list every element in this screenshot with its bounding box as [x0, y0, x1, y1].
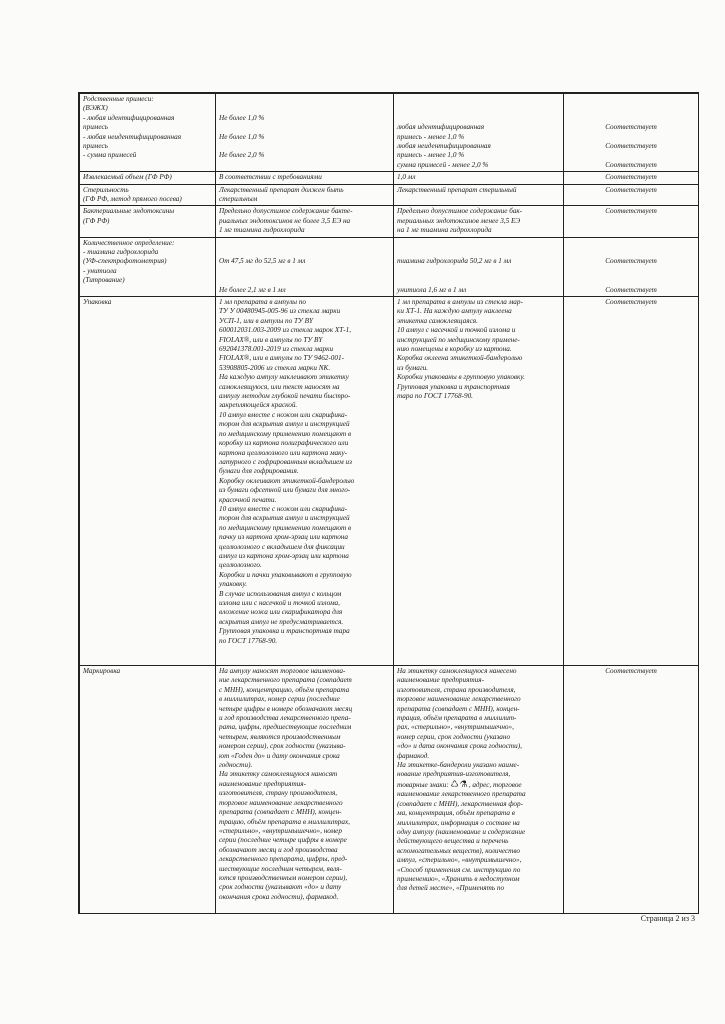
norm-line: [219, 142, 390, 151]
packaging-norm-line: вскрытия ампул не предусматривается.: [219, 617, 344, 626]
packaging-conclusion: [564, 297, 699, 666]
page-number: Страница 2 из 3: [640, 914, 695, 923]
marking-result-line: На этикетке-бандероли указано наиме-: [397, 761, 520, 770]
marking-result-line: (совпадает с МНН), лекарственная фор-: [397, 799, 523, 808]
conclusion-line: [567, 239, 695, 248]
cell-result: [394, 94, 564, 172]
packaging-parameter: [80, 297, 216, 666]
cell-result: [394, 206, 564, 237]
packaging-result-line: инструкцией по медицинскому примене-: [397, 335, 520, 344]
result-line: примесь - менее 1,0 %: [397, 151, 465, 160]
cell-norm: [216, 206, 394, 237]
cell-parameter: [80, 184, 216, 206]
norm-line: [219, 248, 390, 257]
marking-conclusion: [564, 666, 699, 914]
marking-parameter: [80, 666, 216, 914]
cell-result: [394, 172, 564, 184]
packaging-parameter-label: Упаковка: [83, 298, 112, 307]
marking-result-line: препарата (совпадает с МНН), концен-: [397, 704, 520, 713]
marking-norm-line: рата, цифры, предшествующие последним: [219, 723, 352, 732]
packaging-conclusion-label: Соответствует: [605, 298, 657, 307]
norm-line: Лекарственный препарат должен быть: [219, 185, 344, 194]
table-body: [80, 94, 699, 297]
marking-norm-line: серии (последние четыре цифры в номере: [219, 836, 347, 845]
table-row-marking: [80, 666, 699, 914]
norm-line: [219, 276, 390, 285]
parameter-line: Стерильность: [83, 185, 129, 194]
table-row-packaging: [80, 297, 699, 666]
marking-norm-line: годности).: [219, 761, 253, 770]
marking-norm-line: На этикетку самоклеящуюся наносят: [219, 770, 338, 779]
trademark-suffix: , адрес, торговое: [468, 780, 522, 789]
norm-line: стерильным: [219, 195, 258, 204]
norm-line: Не более 1,0 %: [219, 113, 265, 122]
marking-norm-line: с МНН), концентрацию, объём препарата: [219, 685, 350, 694]
marking-result-line: применению», «Хранить в недоступном: [397, 874, 520, 883]
packaging-result-line: нию помещены в коробку из картона.: [397, 345, 512, 354]
result-line: [397, 114, 560, 123]
norm-line: Не более 2,1 мг в 1 мл: [219, 285, 286, 294]
parameter-line: примесь: [83, 123, 108, 132]
conclusion-line: [567, 151, 695, 160]
cell-result: [394, 184, 564, 206]
marking-result-line: действующего вещества и перечень: [397, 837, 509, 846]
marking-result-line: фармакод.: [397, 751, 430, 760]
conclusion-line: [567, 95, 695, 104]
marking-norm-line: торговое наименование лекарственного: [219, 798, 343, 807]
packaging-norm-line: пачку из картона хром-эрзац или картона: [219, 533, 348, 542]
packaging-norm-line: 53908805-2006 из стекла марки NK.: [219, 363, 331, 372]
packaging-norm-line: излома или с насечкой и точкой излома,: [219, 599, 340, 608]
conclusion-line: Соответствует: [605, 285, 657, 294]
norm-line: [219, 267, 390, 276]
result-line: любая неидентифицированная: [397, 141, 491, 150]
norm-line: [219, 123, 390, 132]
conclusion-line: Соответствует: [605, 173, 657, 182]
conclusion-line: [567, 248, 695, 257]
conclusion-line: [567, 104, 695, 113]
parameter-line: Количественное определение:: [83, 238, 175, 247]
marking-result-line: наименование предприятия-: [397, 676, 484, 685]
cell-conclusion: [564, 206, 699, 237]
packaging-norm-line: FIOLAX®, или в ампулы по ТУ 9462-001-: [219, 354, 344, 363]
marking-result-line: номер серии, срок годности (указано: [397, 732, 511, 741]
parameter-line: - любая идентифицированная: [83, 113, 175, 122]
cell-norm: [216, 237, 394, 296]
norm-line: риальных эндотоксинов не более 3,5 ЕЭ на: [219, 216, 351, 225]
marking-norm-line: наименование предприятия-: [219, 779, 306, 788]
conclusion-line: Соответствует: [605, 160, 657, 169]
cell-parameter: [80, 94, 216, 172]
trademark-prefix: товарные знаки:: [397, 780, 449, 789]
norm-line: От 47,5 мг до 52,5 мг в 1 мл: [219, 257, 306, 266]
result-line: [397, 239, 560, 248]
packaging-norm-line: вложение ножа или скарификатора для: [219, 608, 343, 617]
trademark-line: [397, 780, 560, 790]
norm-line: Предельно допустимое содержание бакте-: [219, 207, 353, 216]
marking-result-line: На этикетку самоклеящуюся нанесено: [397, 667, 517, 676]
packaging-result-line: 10 ампул с насечкой и точкой излома и: [397, 326, 516, 335]
marking-norm-line: шествующие последним четырем, явля-: [219, 864, 342, 873]
cell-parameter: [80, 206, 216, 237]
marking-norm-line: окончания срока годности), фармакод.: [219, 892, 339, 901]
marking-norm-line: ние лекарственного препарата (совпадает: [219, 676, 352, 685]
packaging-norm-line: упаковку.: [219, 580, 248, 589]
norm-line: Не более 1,0 %: [219, 132, 265, 141]
cell-norm: [216, 94, 394, 172]
result-line: [397, 276, 560, 285]
marking-norm-line: На ампулу наносят торговое наименова-: [219, 667, 346, 676]
packaging-result-line: Коробка оклеена этикеткой-бандеролью: [397, 354, 523, 363]
result-line: сумма примесей - менее 2,0 %: [397, 160, 489, 169]
marking-norm-line: лекарственного препарата, цифры, пред-: [219, 855, 348, 864]
result-line: любая идентифицированная: [397, 123, 485, 132]
result-line: [397, 267, 560, 276]
result-line: примесь - менее 1,0 %: [397, 132, 465, 141]
result-line: териальных эндотоксинов менее 3,5 ЕЭ: [397, 216, 521, 225]
conclusion-line: Соответствует: [605, 257, 657, 266]
parameter-line: (ГФ РФ, метод прямого посева): [83, 195, 182, 204]
marking-result-line: для детей месте», «Применять по: [397, 884, 505, 893]
norm-line: [219, 239, 390, 248]
cell-parameter: [80, 172, 216, 184]
packaging-norm-line: В случае использования ампул с кольцом: [219, 589, 342, 598]
packaging-norm-line: из бумаги офсетной или бумаги для много-: [219, 486, 351, 495]
parameter-line: (УФ-спектрофотометрия): [83, 257, 167, 266]
trademark-logo-icon: ♺⚗: [450, 778, 469, 789]
conclusion-line: Соответствует: [605, 141, 657, 150]
packaging-norm-line: целлюлозного.: [219, 561, 262, 570]
marking-result-line: миллилитрах, информация о составе на: [397, 818, 520, 827]
marking-norm-line: изготовителя, страну производителя,: [219, 789, 338, 798]
conclusion-line: Соответствует: [605, 207, 657, 216]
marking-result-line: нование предприятия-изготовителя,: [397, 770, 511, 779]
marking-norm-line: срок годности (указывают «до» и дату: [219, 883, 342, 892]
conclusion-line: Соответствует: [605, 185, 657, 194]
packaging-norm-line: 10 ампул вместе с ножом или скарифика-: [219, 410, 348, 419]
conclusion-line: Соответствует: [605, 123, 657, 132]
result-line: 1,0 мл: [397, 173, 416, 182]
table-row: [80, 237, 699, 296]
parameter-line: Родственные примеси:: [83, 95, 154, 103]
result-line: унитиола 1,6 мг в 1 мл: [397, 285, 467, 294]
norm-line: [219, 104, 390, 113]
marking-norm-line: четыре цифры в номере обозначают месяц: [219, 704, 353, 713]
cell-conclusion: [564, 94, 699, 172]
packaging-norm-line: Коробку оклеивают этикеткой-бандеролью: [219, 476, 355, 485]
conclusion-line: [567, 267, 695, 276]
marking-norm-line: четырем, являются производственным: [219, 732, 341, 741]
norm-line: Не более 2,0 %: [219, 151, 265, 160]
marking-norm-line: и год производства лекарственного препа-: [219, 714, 351, 723]
result-line: [397, 95, 560, 104]
packaging-norm-line: тором для вскрытия ампул и инструкцией: [219, 420, 350, 429]
marking-result-line: рах, «стерильно», «внутримышечно»,: [397, 723, 514, 732]
marking-result-line: одну ампулу (наименование и содержание: [397, 827, 526, 836]
packaging-result-line: тара по ГОСТ 17768-90.: [397, 392, 473, 401]
marking-conclusion-label: Соответствует: [605, 667, 657, 676]
parameter-line: - унитиола: [83, 266, 117, 275]
packaging-norm-line: Групповая упаковка и транспортная тара: [219, 627, 350, 636]
norm-line: В соответствии с требованиями: [219, 173, 322, 182]
packaging-norm: [216, 297, 394, 666]
packaging-norm-line: 1 мл препарата в ампулы по: [219, 298, 307, 307]
packaging-norm-line: самоклеящуюся, или текст наносят на: [219, 382, 340, 391]
parameter-line: - любая неидентифицированная: [83, 132, 182, 141]
marking-norm-line: трацию, объём препарата в миллилитрах,: [219, 817, 350, 826]
packaging-result-line: из бумаги.: [397, 363, 429, 372]
packaging-norm-line: красочной печати.: [219, 495, 277, 504]
packaging-norm-line: 600012031.003-2009 из стекла марок ХТ-1,: [219, 326, 352, 335]
marking-norm-line: ют «Годен до» и дату окончания срока: [219, 751, 340, 760]
packaging-norm-line: картона целлюлозного или картона маку-: [219, 448, 348, 457]
marking-norm-line: препарата (совпадает с МНН), концен-: [219, 808, 342, 817]
result-line: Предельно допустимое содержание бак-: [397, 207, 523, 216]
packaging-result-line: ки ХТ-1. На каждую ампулу наклеена: [397, 307, 512, 316]
parameter-line: Бактериальные эндотоксины: [83, 207, 175, 216]
packaging-norm-line: целлюлозного с вкладышем для фиксации: [219, 542, 345, 551]
result-line: Лекарственный препарат стерильный: [397, 185, 517, 194]
table-row: [80, 184, 699, 206]
table-row: [80, 94, 699, 172]
parameter-line: примесь: [83, 142, 108, 151]
cell-conclusion: [564, 237, 699, 296]
packaging-norm-line: ТУ У 00480945-005-96 из стекла марки: [219, 307, 341, 316]
table-row: [80, 206, 699, 237]
packaging-norm-line: 692041378.001-2019 из стекла марки: [219, 345, 334, 354]
packaging-norm-line: тором для вскрытия ампул и инструкцией: [219, 514, 350, 523]
packaging-result-line: этикетка самоклеящаяся.: [397, 316, 478, 325]
marking-result-line: ма, концентрация, объём препарата в: [397, 809, 515, 818]
table-row: [80, 172, 699, 184]
cell-norm: [216, 172, 394, 184]
packaging-result-line: 1 мл препарата в ампулы из стекла мар-: [397, 298, 523, 307]
packaging-norm-line: ампул из картона хром-эрзац или картона: [219, 551, 349, 560]
result-line: тиамина гидрохлорида 50,2 мг в 1 мл: [397, 257, 512, 266]
parameter-line: Извлекаемый объем (ГФ РФ): [83, 173, 172, 182]
cell-parameter: [80, 237, 216, 296]
result-line: на 1 мг тиамина гидрохлорида: [397, 226, 492, 235]
marking-norm-line: обозначают месяц и год производства: [219, 845, 338, 854]
packaging-norm-line: На каждую ампулу наклеивают этикетку: [219, 373, 349, 382]
marking-result-line: «Способ применения см. инструкцию по: [397, 865, 521, 874]
norm-line: 1 мг тиамина гидрохлорида: [219, 226, 305, 235]
parameter-line: (ВЭЖХ): [83, 104, 108, 113]
parameter-line: - тиамина гидрохлорида: [83, 248, 159, 257]
packaging-norm-line: 10 ампул вместе с ножом или скарифика-: [219, 504, 348, 513]
marking-result: [394, 666, 564, 914]
marking-norm-line: «стерильно», «внутримышечно», номер: [219, 826, 342, 835]
cell-conclusion: [564, 172, 699, 184]
packaging-norm-line: FIOLAX®, или в ампулы по ТУ BY: [219, 335, 323, 344]
cell-norm: [216, 184, 394, 206]
marking-result-line: ампул, «стерильно», «внутримышечно»,: [397, 856, 522, 865]
marking-norm-line: ются производственным номером серии),: [219, 873, 348, 882]
marking-norm: [216, 666, 394, 914]
norm-line: [219, 95, 390, 104]
marking-result-line: вспомогательных веществ), количество: [397, 846, 520, 855]
marking-norm-line: номером серии), срок годности (указыва-: [219, 742, 346, 751]
parameter-line: (Титрование): [83, 276, 125, 285]
packaging-norm-line: бумаги для гофрирования.: [219, 467, 299, 476]
marking-result-line: трация, объём препарата в миллилит-: [397, 714, 517, 723]
conclusion-line: [567, 276, 695, 285]
packaging-norm-line: ампулу методом глубокой печати быстро-: [219, 392, 351, 401]
conclusion-line: [567, 114, 695, 123]
result-line: [397, 248, 560, 257]
packaging-norm-line: по медицинскому применению помещают в: [219, 523, 352, 532]
result-line: [397, 104, 560, 113]
cell-result: [394, 237, 564, 296]
packaging-norm-line: по ГОСТ 17768-90.: [219, 636, 278, 645]
packaging-norm-line: по медицинскому применению помещают в: [219, 429, 352, 438]
marking-result-line: изготовителя, страна производителя,: [397, 685, 516, 694]
packaging-norm-line: закрепляющейся краской.: [219, 401, 298, 410]
packaging-norm-line: УСП-1, или в ампулы по ТУ BY: [219, 316, 314, 325]
packaging-norm-line: латурного с гофрированным вкладышем из: [219, 457, 352, 466]
marking-result-line: «до» и дата окончания срока годности),: [397, 742, 522, 751]
parameter-line: (ГФ РФ): [83, 216, 110, 225]
marking-result-line: наименование лекарственного препарата: [397, 790, 526, 799]
marking-parameter-label: Маркировка: [83, 667, 121, 676]
marking-norm-line: в миллилитрах, номер серии (последние: [219, 695, 340, 704]
parameter-line: - сумма примесей: [83, 151, 137, 160]
packaging-norm-line: коробку из картона полиграфического или: [219, 439, 349, 448]
conclusion-line: [567, 133, 695, 142]
cell-conclusion: [564, 184, 699, 206]
analysis-certificate-table: [78, 92, 699, 914]
marking-result-line: торговое наименование лекарственного: [397, 695, 521, 704]
packaging-result-line: Коробки упакованы в групповую упаковку.: [397, 373, 525, 382]
packaging-norm-line: Коробки и пачки упаковывают в групповую: [219, 570, 352, 579]
packaging-result: [394, 297, 564, 666]
packaging-result-line: Групповая упаковка и транспортная: [397, 382, 510, 391]
